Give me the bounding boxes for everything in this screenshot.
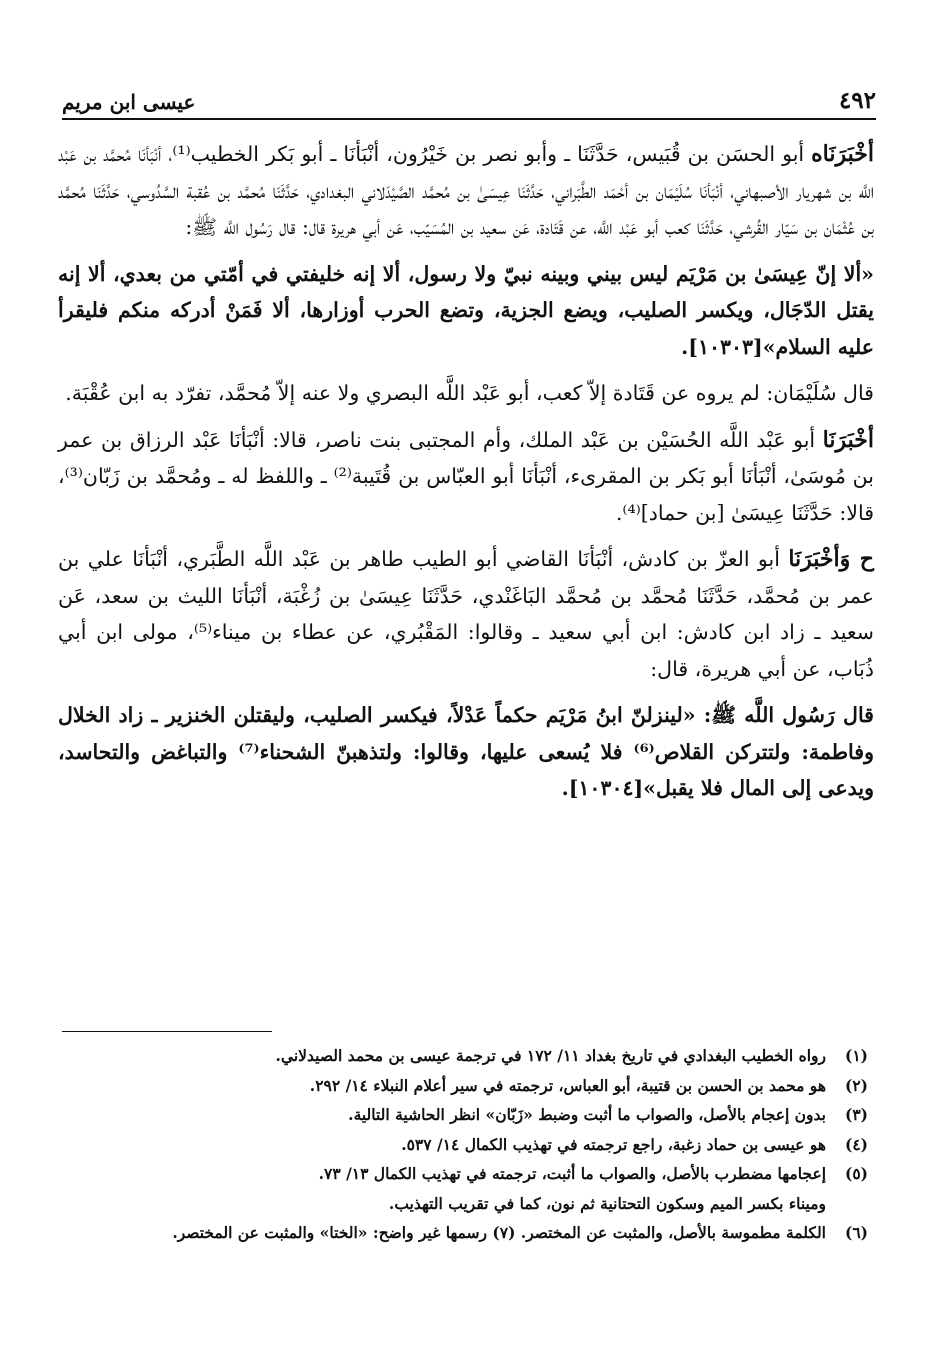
paragraph-text: قال رَسُول اللَّه ﷺ: «لينزلنّ ابنُ مَرْيَم حكماً عَدْلاً، فيكسر الصليب، وليقتلن الخنزير ـ زاد الخلال وفاطمة: ولتتركن القلاص⁽⁶⁾ فلا يُسعى عليها، وقالوا: ولتذهبنّ الشحناء⁽⁷⁾ والتباغض والتحاسد، ويدعى إلى المال فلا يقبل»[١٠٣٠٤]. (58, 703, 875, 800)
running-header (62, 78, 876, 120)
footnotes (64, 1041, 868, 1248)
footnote-number: (٥) (844, 1164, 868, 1183)
footnote-number: (١) (844, 1046, 868, 1065)
footnote-number: (٦) (844, 1223, 868, 1242)
running-title: عيسى ابن مريم (62, 90, 196, 114)
footnote (64, 1071, 868, 1101)
page-number: ٤٩٢ (838, 87, 876, 114)
footnote-continuation: وميناء بكسر الميم وسكون التحتانية ثم نون، كما في تقريب التهذيب. (388, 1193, 826, 1213)
footnote-text: إعجامها مضطرب بالأصل، والصواب ما أثبت، ترجمته في تهذيب الكمال ١٣/ ٧٣. (318, 1164, 826, 1183)
paragraph-text: قال سُلَيْمَان: لم يروه عن قَتَادة إلاّ كعب، أبو عَبْد اللَّه البصري ولا عنه إلاّ مُحمَّد، تفرّد به ابن عُقْبَة. (65, 381, 874, 405)
footnote (64, 1218, 868, 1248)
paragraph-text: أبو الحسَن بن قُبَيس، حَدَّثَنَا ـ وأبو نصر بن خَيْرُون، أنْبَأنَا ـ أبو بَكر الخطيب⁽¹⁾، أنْبَأنَا مُحمَّد بن عَبْد اللَّه بن شهريار الأصبهاني، أنْبَأنَا سُلَيْمَان بن أحْمَد الطَّبَراني، حَدَّثَنَا عِيسَىٰ بن مُحمَّد الصَّيْدَلاني البغدادي، حَدَّثَنَا مُحمَّد بن عُقبة السَّدُوسي، حَدَّثَنَا مُحمَّد بن عُثْمَان بن سَيّار القُرشي، حَدَّثَنَا كعب أبو عَبْد اللَّه، عن قَتَادة، عَن سعيد بن المُسَيّب، عَن أبي هريرة قال: قال رَسُول اللَّه ﷺ: (58, 142, 874, 239)
footnote-number: (٤) (844, 1134, 868, 1154)
footnote-separator (62, 1031, 272, 1032)
footnote (64, 1041, 868, 1071)
paragraph-text: «ألا إنّ عِيسَىٰ بن مَرْيَم ليس بيني وبينه نبيّ ولا رسول، ألا إنه خليفتي في أمّتي من بعدي، ألا إنه يقتل الدّجَال، ويكسر الصليب، ويضع الجزية، وتضع الحرب أوزارها، ألا فَمَنْ أدركه منكم فليقرأ عليه السلام»[١٠٣٠٣]. (58, 261, 874, 359)
footnote-text: بدون إعجام بالأصل، والصواب ما أثبت وضبط «زَبّان» انظر الحاشية التالية. (348, 1105, 826, 1124)
footnote-text: هو محمد بن الحسن بن قتيبة، أبو العباس، ترجمته في سير أعلام النبلاء ١٤/ ٢٩٢. (309, 1075, 826, 1095)
paragraph-keyword: أخْبَرَنَا (822, 426, 874, 453)
paragraph-hadith-2 (58, 697, 874, 807)
paragraph-keyword: أخْبَرَنَاه (811, 141, 874, 167)
footnote (64, 1100, 868, 1130)
footnote-text: الكلمة مطموسة بالأصل، والمثبت عن المختصر. (٧) رسمها غير واضح: «الختا» والمثبت عن المختصر. (172, 1223, 826, 1242)
footnote-number: (٣) (844, 1105, 868, 1124)
paragraph-isnad-1 (58, 136, 874, 246)
paragraph-text: أبو عَبْد اللَّه الحُسَيْن بن عَبْد الملك، وأم المجتبى بنت ناصر، قالا: أنْبَأنَا عَبْد الرزاق بن عمر بن مُوسَىٰ، أنْبَأنَا أبو بَكر بن المقرىء، أنْبَأنَا أبو العبّاس بن قُتَيبة⁽²⁾ ـ واللفظ له ـ ومُحمَّد بن زَبّان⁽³⁾، قالا: حَدَّثَنَا عِيسَىٰ [بن حماد]⁽⁴⁾. (58, 427, 874, 525)
paragraph-comment (58, 375, 874, 412)
footnote-number: (٢) (844, 1075, 868, 1095)
footnote-text: رواه الخطيب البغدادي في تاريخ بغداد ١١/ ١٧٢ في ترجمة عيسى بن محمد الصيدلاني. (275, 1046, 826, 1065)
paragraph-isnad-3 (58, 541, 874, 687)
paragraph-hadith-1 (58, 256, 874, 366)
footnote (64, 1130, 868, 1160)
paragraph-keyword: ح وَأخْبَرَنَا (788, 546, 874, 572)
footnote-body (64, 1159, 826, 1218)
footnote (64, 1159, 868, 1218)
paragraph-isnad-2 (58, 422, 874, 532)
footnote-text: هو عيسى بن حماد زغبة، راجع ترجمته في تهذيب الكمال ١٤/ ٥٣٧. (401, 1134, 826, 1154)
main-text (58, 136, 874, 817)
paragraph-text: أبو العزّ بن كادش، أنْبَأنَا القاضي أبو الطيب طاهر بن عَبْد اللَّه الطَّبَري، أنْبَأنَا علي بن عمر بن مُحمَّد، حَدَّثَنَا مُحمَّد بن مُحمَّد البَاغَنْدي، حَدَّثَنَا عِيسَىٰ بن زُغْبَة، أنْبَأنَا الليث بن سعد، عَن سعيد ـ زاد ابن كادش: ابن أبي سعيد ـ وقالوا: المَقْبُري، عن عطاء بن ميناء⁽⁵⁾، مولى ابن أبي ذُبَاب، عن أبي هريرة، قال: (58, 547, 874, 681)
